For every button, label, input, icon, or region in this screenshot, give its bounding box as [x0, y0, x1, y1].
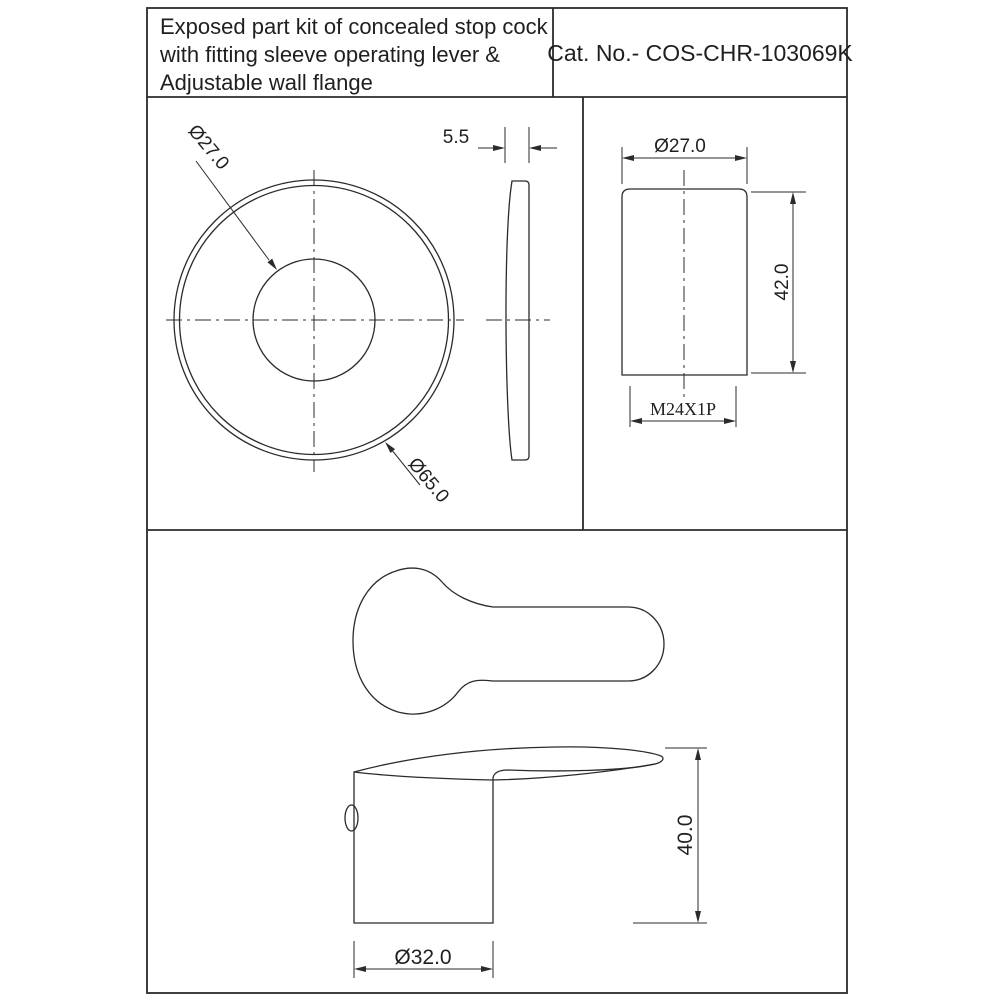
lever-side-view [345, 747, 707, 978]
lever-top-view [353, 568, 664, 714]
flange-inner-dia-label: Ø27.0 [183, 120, 233, 175]
flange-front-view [166, 121, 464, 507]
flange-side-view [443, 127, 557, 460]
lever-base-top-edge [354, 772, 493, 780]
lever-height-label: 40.0 [674, 814, 697, 856]
drawing-frame [147, 8, 847, 993]
sleeve-dia-arrow-left [622, 155, 634, 161]
flange-inner-dia-leader [196, 161, 269, 260]
thickness-arrow-left [493, 145, 505, 151]
lever-top-view-outline [353, 568, 664, 714]
sleeve-thread-arrow-left [630, 418, 642, 424]
sleeve-thread-arrow-right [724, 418, 736, 424]
flange-outer-dia-label: Ø65.0 [403, 453, 453, 508]
sleeve-dia-arrow-right [735, 155, 747, 161]
thickness-arrow-right [529, 145, 541, 151]
lever-pin-detail [345, 805, 358, 831]
flange-inner-dia-arrow [267, 259, 277, 270]
lever-base-dia-arrow-left [354, 966, 366, 972]
lever-base-dia-label: Ø32.0 [394, 946, 452, 969]
part-description-line3: Adjustable wall flange [160, 70, 373, 95]
sleeve-view [622, 136, 806, 427]
thickness-label: 5.5 [442, 127, 470, 148]
catalog-number: Cat. No.- COS-CHR-103069K [547, 40, 853, 66]
lever-base-dia-arrow-right [481, 966, 493, 972]
sleeve-dia-label: Ø27.0 [654, 136, 706, 157]
sleeve-thread-label: M24X1P [649, 399, 717, 419]
part-description-line2: with fitting sleeve operating lever & [160, 42, 500, 67]
sleeve-height-arrow-top [790, 192, 796, 204]
lever-height-arrow-bottom [695, 911, 701, 923]
lever-height-arrow-top [695, 748, 701, 760]
lever-side-view-outline [354, 747, 663, 923]
flange-outer-dia-arrow [385, 442, 395, 453]
sleeve-height-label: 42.0 [772, 263, 793, 301]
sleeve-height-arrow-bottom [790, 361, 796, 373]
part-description-line1: Exposed part kit of concealed stop cock [160, 14, 548, 39]
lever-blade-inner-edge [493, 764, 655, 780]
